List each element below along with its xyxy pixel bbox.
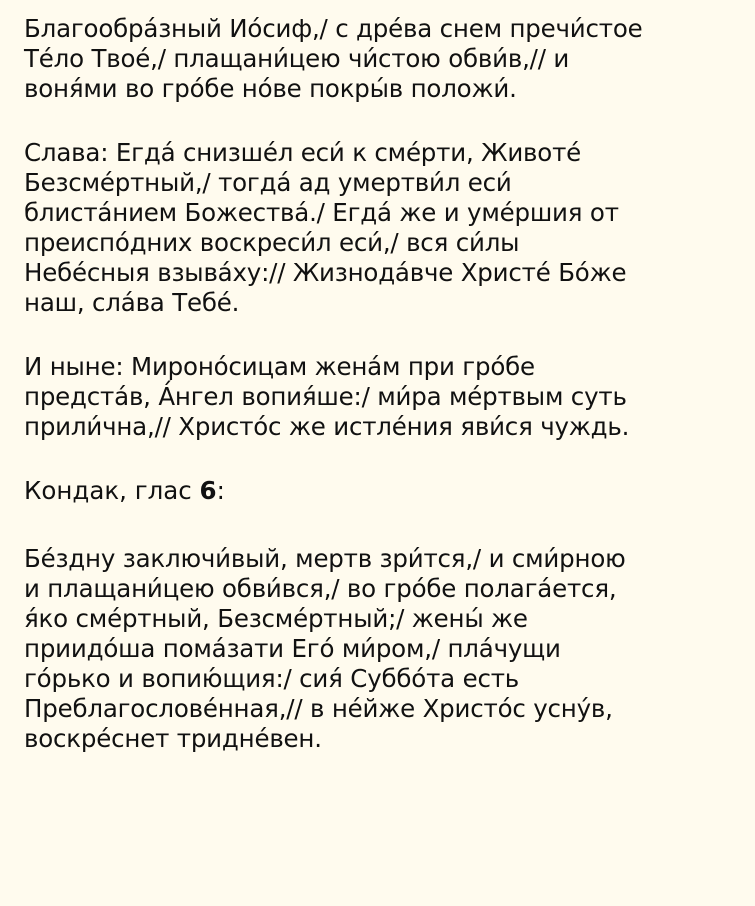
kondak-heading xyxy=(24,476,733,506)
troparion-paragraph: Благообра́зный Ио́сиф,/ с дре́ва снем пречи́стое Те́ло Твое́,/ плащани́цею чи́стою обви́в,// и воня́ми во гро́бе но́ве покры́в положи́. xyxy=(24,14,643,103)
kondak-tone: 6 xyxy=(199,476,217,505)
kondak-label: Кондак, глас xyxy=(24,476,200,505)
kondak-paragraph: Бе́здну заключи́вый, мертв зри́тся,/ и сми́рною и плащани́цею обви́вся,/ во гро́бе полага́ется, я́ко сме́ртный, Безсме́ртный;/ жены́ же приидо́ша пома́зати Его́ ми́ром,/ пла́чущи го́рько и вопию́щия:/ сия́ Суббо́та есть Преблагослове́нная,// в не́йже Христо́с усну́в, воскре́снет тридне́вен. xyxy=(24,544,626,753)
glory-paragraph: Слава: Егда́ снизше́л еси́ к сме́рти, Животе́ Безсме́ртный,/ тогда́ ад умертви́л еси́ блиста́нием Божества́./ Егда́ же и уме́ршия от преиспо́дних воскреси́л еси́,/ вся си́лы Небе́сныя взыва́ху:// Жизнода́вче Христе́ Бо́же наш, сла́ва Тебе́. xyxy=(24,138,627,317)
kondak-suffix: : xyxy=(216,476,225,505)
and-now-paragraph: И ныне: Мироно́сицам жена́м при гро́бе предста́в, А́нгел вопия́ше:/ ми́ра ме́ртвым суть прили́чна,// Христо́с же истле́ния яви́ся чуждь. xyxy=(24,352,630,441)
